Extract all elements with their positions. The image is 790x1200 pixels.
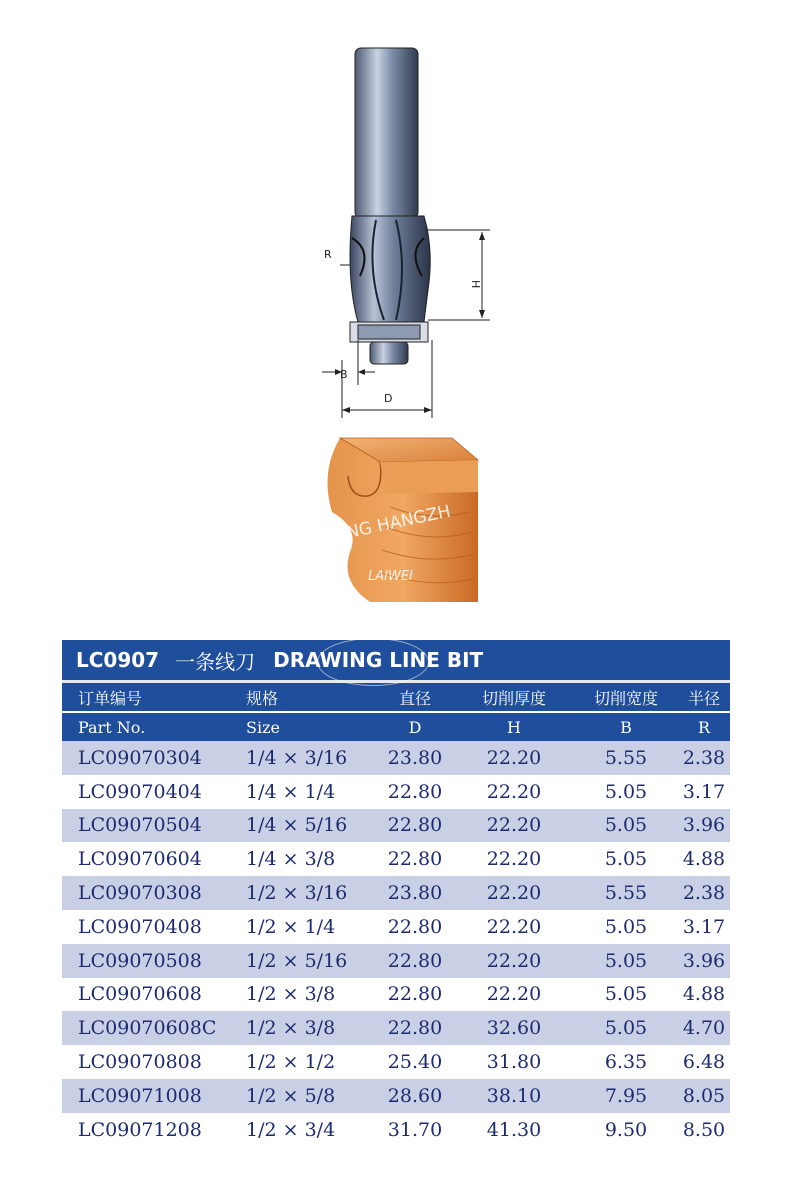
header-size-cn: 规格 — [246, 688, 279, 708]
model-code: LC0907 — [76, 648, 160, 672]
table-row — [62, 1113, 730, 1147]
header-part-no: Part No. — [78, 717, 146, 737]
cell-r: 6.48 — [682, 1051, 726, 1074]
cell-part-no: LC09070404 — [78, 780, 202, 803]
cell-size: 1/4 × 5/16 — [246, 814, 348, 837]
cell-size: 1/4 × 1/4 — [246, 780, 336, 803]
header-r: R — [697, 717, 711, 737]
cell-part-no: LC09070608 — [78, 983, 202, 1006]
cell-part-no: LC09070508 — [78, 949, 202, 972]
cell-size: 1/2 × 5/16 — [246, 949, 348, 972]
cell-r: 4.88 — [682, 983, 726, 1006]
table-row — [62, 876, 730, 910]
cell-r: 2.38 — [682, 882, 726, 905]
cell-size: 1/2 × 3/8 — [246, 983, 336, 1006]
dimension-label-h: H — [469, 280, 482, 289]
cell-d: 28.60 — [387, 1084, 443, 1107]
header-size: Size — [246, 717, 280, 737]
header-b: B — [620, 717, 632, 737]
table-row — [62, 809, 730, 843]
cell-r: 3.96 — [682, 949, 726, 972]
cell-h: 22.20 — [486, 848, 542, 871]
table-row — [62, 1011, 730, 1045]
cell-d: 23.80 — [387, 882, 443, 905]
cell-h: 32.60 — [486, 1017, 542, 1040]
cell-size: 1/2 × 3/4 — [246, 1118, 336, 1141]
table-title-bar — [62, 640, 730, 683]
watermark-text: DING HANGZH — [326, 501, 453, 547]
cell-b: 5.55 — [604, 746, 648, 769]
cell-size: 1/2 × 1/2 — [246, 1051, 336, 1074]
dimension-label-b: B — [340, 368, 348, 381]
cell-h: 22.20 — [486, 780, 542, 803]
title-english: DRAWING LINE BIT — [273, 648, 484, 672]
header-row-english — [62, 711, 730, 741]
title-chinese: 一条线刀 — [175, 649, 256, 674]
cell-r: 8.05 — [682, 1084, 726, 1107]
cell-d: 22.80 — [387, 983, 443, 1006]
cell-size: 1/4 × 3/16 — [246, 746, 348, 769]
cell-b: 5.05 — [604, 814, 648, 837]
cell-part-no: LC09070608C — [78, 1017, 217, 1040]
cell-r: 3.17 — [682, 915, 726, 938]
cell-h: 22.20 — [486, 746, 542, 769]
header-b-cn: 切削宽度 — [593, 688, 658, 708]
cell-b: 5.05 — [604, 983, 648, 1006]
cell-size: 1/2 × 1/4 — [246, 915, 336, 938]
table-row — [62, 944, 730, 978]
router-bit-diagram — [300, 40, 500, 420]
cell-d: 22.80 — [387, 780, 443, 803]
cell-part-no: LC09071208 — [78, 1118, 202, 1141]
cell-d: 22.80 — [387, 848, 443, 871]
cell-b: 5.55 — [604, 882, 648, 905]
cell-h: 31.80 — [486, 1051, 542, 1074]
cell-size: 1/2 × 3/8 — [246, 1017, 336, 1040]
cell-part-no: LC09070304 — [78, 746, 202, 769]
dimension-label-r: R — [324, 248, 332, 261]
table-row — [62, 1079, 730, 1113]
cell-h: 22.20 — [486, 882, 542, 905]
cell-r: 4.70 — [682, 1017, 726, 1040]
cell-size: 1/2 × 3/16 — [246, 882, 348, 905]
cell-part-no: LC09070604 — [78, 848, 202, 871]
cell-b: 5.05 — [604, 848, 648, 871]
cell-r: 3.96 — [682, 814, 726, 837]
cell-r: 4.88 — [682, 848, 726, 871]
watermark-text-2: LAIWEI — [368, 569, 413, 584]
table-row — [62, 741, 730, 775]
table-row — [62, 775, 730, 809]
cell-part-no: LC09071008 — [78, 1084, 202, 1107]
table-row — [62, 842, 730, 876]
header-d-cn: 直径 — [398, 688, 431, 708]
header-h: H — [507, 717, 521, 737]
cell-h: 22.20 — [486, 915, 542, 938]
cell-b: 5.05 — [604, 915, 648, 938]
table-row — [62, 1045, 730, 1079]
dimension-label-d: D — [384, 392, 393, 405]
cell-r: 2.38 — [682, 746, 726, 769]
watermark-seal — [317, 638, 429, 686]
cell-r: 3.17 — [682, 780, 726, 803]
header-r-cn: 半径 — [687, 688, 720, 708]
cell-h: 22.20 — [486, 949, 542, 972]
cell-part-no: LC09070408 — [78, 915, 202, 938]
cell-b: 5.05 — [604, 1017, 648, 1040]
header-h-cn: 切削厚度 — [481, 688, 546, 708]
table-row — [62, 910, 730, 944]
cell-r: 8.50 — [682, 1118, 726, 1141]
cell-h: 22.20 — [486, 983, 542, 1006]
cell-b: 9.50 — [604, 1118, 648, 1141]
header-part-no-cn: 订单编号 — [78, 688, 143, 708]
cell-b: 5.05 — [604, 780, 648, 803]
cell-b: 7.95 — [604, 1084, 648, 1107]
wood-profile-illustration — [320, 432, 480, 604]
cell-d: 22.80 — [387, 949, 443, 972]
cell-h: 41.30 — [486, 1118, 542, 1141]
header-d: D — [408, 717, 422, 737]
cell-part-no: LC09070308 — [78, 882, 202, 905]
cell-part-no: LC09070808 — [78, 1051, 202, 1074]
cell-b: 5.05 — [604, 949, 648, 972]
cell-d: 31.70 — [387, 1118, 443, 1141]
cell-d: 25.40 — [387, 1051, 443, 1074]
cell-h: 22.20 — [486, 814, 542, 837]
cell-size: 1/2 × 5/8 — [246, 1084, 336, 1107]
cell-h: 38.10 — [486, 1084, 542, 1107]
cell-d: 22.80 — [387, 1017, 443, 1040]
table-row — [62, 978, 730, 1012]
cell-d: 23.80 — [387, 746, 443, 769]
cell-size: 1/4 × 3/8 — [246, 848, 336, 871]
cell-d: 22.80 — [387, 814, 443, 837]
cell-part-no: LC09070504 — [78, 814, 202, 837]
cell-d: 22.80 — [387, 915, 443, 938]
cell-b: 6.35 — [604, 1051, 648, 1074]
header-row-chinese — [62, 683, 730, 711]
spec-table — [62, 640, 730, 1147]
